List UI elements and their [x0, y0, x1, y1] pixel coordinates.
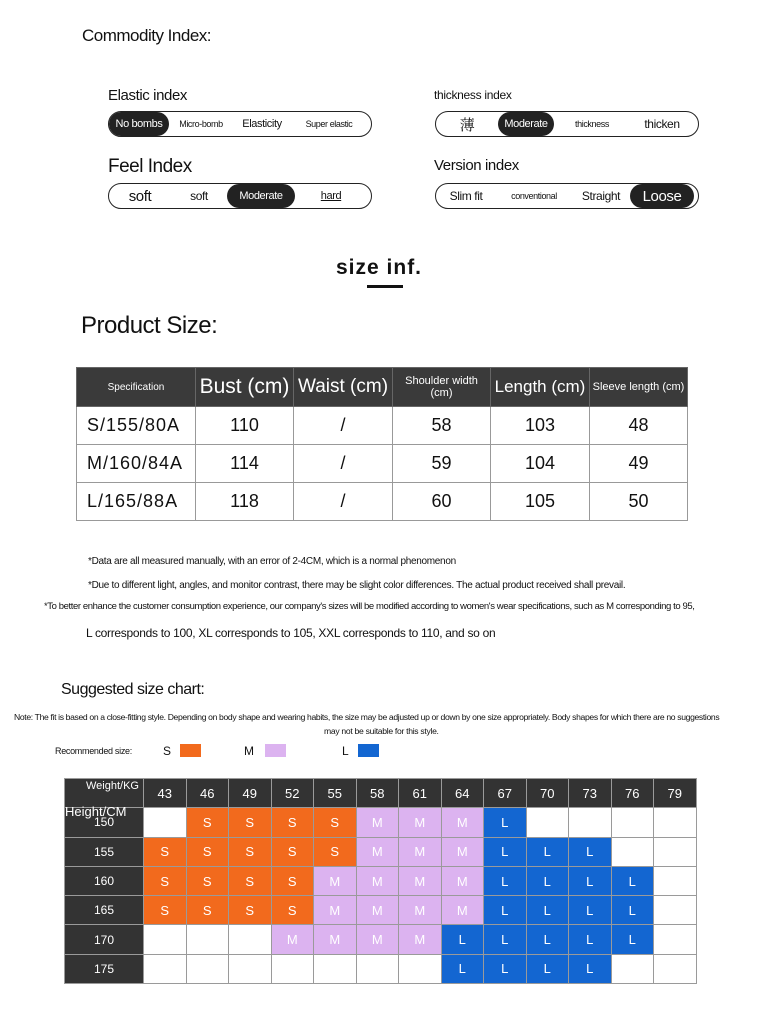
- weight-header: 49: [229, 779, 272, 808]
- suggested-size-title: Suggested size chart:: [61, 681, 205, 698]
- weight-header: 73: [569, 779, 612, 808]
- feel-index-title: Feel Index: [108, 156, 192, 177]
- size-cell-s: S: [186, 866, 229, 895]
- size-cell-l: L: [526, 896, 569, 925]
- size-cell-empty: [144, 954, 187, 983]
- size-cell-empty: [356, 954, 399, 983]
- size-cell-s: S: [144, 866, 187, 895]
- size-cell-s: S: [229, 808, 272, 837]
- weight-header: 76: [611, 779, 654, 808]
- size-cell-l: L: [569, 837, 612, 866]
- size-cell-s: S: [144, 837, 187, 866]
- height-header: 175: [65, 954, 144, 983]
- elastic-option-4: Super elastic: [305, 119, 353, 129]
- version-option-4: Loose: [630, 184, 694, 208]
- size-cell-m: M: [399, 866, 442, 895]
- feel-option-2: soft: [190, 189, 208, 203]
- size-cell-l: L: [569, 866, 612, 895]
- size-chart-corner: [65, 779, 144, 820]
- size-cell-m: M: [441, 808, 484, 837]
- table-row: [77, 445, 688, 483]
- size-cell-l: L: [526, 866, 569, 895]
- header-shoulder: Shoulder width (cm): [393, 368, 491, 407]
- size-cell-m: M: [314, 925, 357, 954]
- size-cell-empty: [611, 954, 654, 983]
- thickness-option-3: thickness: [575, 119, 609, 129]
- size-cell-m: M: [399, 896, 442, 925]
- thickness-option-4: thicken: [644, 117, 680, 131]
- size-cell-s: S: [229, 837, 272, 866]
- size-cell-l: L: [484, 896, 527, 925]
- weight-header: 67: [484, 779, 527, 808]
- size-cell-s: S: [314, 808, 357, 837]
- size-cell-s: S: [186, 837, 229, 866]
- size-cell-m: M: [441, 837, 484, 866]
- table-row: [77, 483, 688, 521]
- version-index-scale: [435, 183, 699, 209]
- size-cell-empty: [654, 925, 697, 954]
- weight-header: 58: [356, 779, 399, 808]
- version-option-2: conventional: [511, 191, 557, 201]
- header-sleeve: Sleeve length (cm): [590, 368, 688, 407]
- size-cell-empty: [271, 954, 314, 983]
- commodity-index-title: Commodity Index:: [82, 26, 211, 45]
- size-cell-s: S: [271, 837, 314, 866]
- size-chart-table: [64, 778, 697, 984]
- size-cell-m: M: [399, 808, 442, 837]
- note-color: *Due to different light, angles, and monitor contrast, there may be slight color differences. The actual product received shall prevail.: [88, 580, 626, 591]
- header-bust: Bust (cm): [196, 368, 294, 407]
- cell-length: 104: [491, 445, 590, 483]
- weight-header: 64: [441, 779, 484, 808]
- version-index-title: Version index: [434, 157, 519, 174]
- cell-sleeve: 48: [590, 407, 688, 445]
- cell-shoulder: 59: [393, 445, 491, 483]
- elastic-option-2: Micro-bomb: [179, 119, 223, 129]
- size-cell-m: M: [399, 837, 442, 866]
- size-cell-empty: [654, 954, 697, 983]
- cell-bust: 114: [196, 445, 294, 483]
- legend-l-label: L: [342, 744, 349, 758]
- cell-waist: /: [294, 483, 393, 521]
- size-cell-s: S: [271, 866, 314, 895]
- size-cell-empty: [569, 808, 612, 837]
- note-size-mapping-continued: L corresponds to 100, XL corresponds to 105, XXL corresponds to 110, and so on: [86, 626, 496, 640]
- size-cell-empty: [611, 808, 654, 837]
- legend-m-swatch: [265, 744, 286, 757]
- height-header: 170: [65, 925, 144, 954]
- size-cell-empty: [654, 866, 697, 895]
- note-measurement: *Data are all measured manually, with an error of 2-4CM, which is a normal phenomenon: [88, 556, 456, 567]
- cell-waist: /: [294, 445, 393, 483]
- size-info-title: size inf.: [336, 256, 423, 279]
- size-cell-s: S: [271, 896, 314, 925]
- size-cell-empty: [611, 837, 654, 866]
- legend-l-swatch: [358, 744, 379, 757]
- weight-header: 79: [654, 779, 697, 808]
- size-cell-empty: [314, 954, 357, 983]
- header-length: Length (cm): [491, 368, 590, 407]
- size-cell-empty: [526, 808, 569, 837]
- size-cell-empty: [654, 837, 697, 866]
- cell-length: 105: [491, 483, 590, 521]
- size-cell-s: S: [186, 808, 229, 837]
- height-header: 165: [65, 896, 144, 925]
- legend-m-label: M: [244, 744, 254, 758]
- product-table-header: [77, 368, 688, 407]
- size-cell-l: L: [611, 925, 654, 954]
- weight-header: 46: [186, 779, 229, 808]
- size-cell-l: L: [569, 896, 612, 925]
- size-cell-m: M: [314, 896, 357, 925]
- size-cell-l: L: [611, 866, 654, 895]
- version-option-3: Straight: [581, 189, 621, 203]
- legend-label: Recommended size:: [55, 746, 132, 756]
- size-cell-s: S: [314, 837, 357, 866]
- size-cell-l: L: [441, 954, 484, 983]
- feel-option-4: hard: [320, 190, 342, 202]
- size-cell-l: L: [526, 837, 569, 866]
- size-chart-row: [65, 866, 697, 895]
- size-cell-empty: [186, 925, 229, 954]
- elastic-option-3: Elasticity: [242, 118, 282, 130]
- size-cell-s: S: [271, 808, 314, 837]
- table-row: [77, 407, 688, 445]
- size-cell-l: L: [484, 866, 527, 895]
- legend-s-swatch: [180, 744, 201, 757]
- size-chart-header-row: [65, 779, 697, 808]
- elastic-index-scale: [108, 111, 372, 137]
- weight-header: 61: [399, 779, 442, 808]
- size-chart-row: [65, 896, 697, 925]
- product-size-table: [76, 367, 688, 521]
- cell-shoulder: 58: [393, 407, 491, 445]
- cell-length: 103: [491, 407, 590, 445]
- cell-spec: M/160/84A: [77, 445, 196, 483]
- size-cell-s: S: [229, 866, 272, 895]
- size-cell-m: M: [356, 808, 399, 837]
- size-cell-l: L: [526, 925, 569, 954]
- size-cell-l: L: [526, 954, 569, 983]
- size-cell-l: L: [484, 925, 527, 954]
- height-header: 160: [65, 866, 144, 895]
- header-specification: Specification: [77, 368, 196, 407]
- elastic-option-1: No bombs: [109, 112, 169, 136]
- product-size-title: Product Size:: [81, 312, 218, 339]
- size-cell-empty: [144, 925, 187, 954]
- size-cell-empty: [654, 896, 697, 925]
- size-cell-m: M: [399, 925, 442, 954]
- size-cell-l: L: [611, 896, 654, 925]
- feel-index-scale: [108, 183, 372, 209]
- thickness-index-scale: [435, 111, 699, 137]
- size-info-underline: [367, 285, 403, 288]
- weight-header: 52: [271, 779, 314, 808]
- thickness-option-2: Moderate: [498, 112, 554, 136]
- cell-waist: /: [294, 407, 393, 445]
- size-cell-empty: [144, 808, 187, 837]
- size-cell-s: S: [144, 896, 187, 925]
- cell-bust: 110: [196, 407, 294, 445]
- weight-header: 55: [314, 779, 357, 808]
- thickness-option-1: 薄: [459, 116, 475, 134]
- size-cell-m: M: [441, 896, 484, 925]
- size-cell-l: L: [484, 808, 527, 837]
- legend-s-label: S: [163, 744, 172, 758]
- size-cell-l: L: [441, 925, 484, 954]
- feel-option-3: Moderate: [227, 184, 295, 208]
- size-cell-empty: [229, 925, 272, 954]
- size-cell-l: L: [569, 954, 612, 983]
- height-header: 150: [65, 808, 144, 837]
- suggested-note-line-2: may not be suitable for this style.: [324, 726, 439, 736]
- size-cell-s: S: [229, 896, 272, 925]
- size-cell-m: M: [356, 837, 399, 866]
- size-cell-m: M: [356, 866, 399, 895]
- suggested-note-line-1: Note: The fit is based on a close-fitting style. Depending on body shape and wearing habits, the size may be adjusted up or down by one size appropriately. Body shapes for which there are no suggestions: [14, 712, 720, 722]
- cell-shoulder: 60: [393, 483, 491, 521]
- cell-spec: L/165/88A: [77, 483, 196, 521]
- feel-option-1: soft: [128, 187, 152, 205]
- cell-spec: S/155/80A: [77, 407, 196, 445]
- version-option-1: Slim fit: [449, 189, 483, 203]
- size-cell-empty: [229, 954, 272, 983]
- size-cell-l: L: [484, 954, 527, 983]
- size-chart-row: [65, 925, 697, 954]
- weight-header: 43: [144, 779, 187, 808]
- corner-weight-label: Weight/KG: [86, 780, 139, 792]
- size-cell-s: S: [186, 896, 229, 925]
- cell-sleeve: 50: [590, 483, 688, 521]
- thickness-index-title: thickness index: [434, 88, 512, 102]
- cell-sleeve: 49: [590, 445, 688, 483]
- size-cell-empty: [399, 954, 442, 983]
- size-cell-m: M: [314, 866, 357, 895]
- size-chart-row: [65, 808, 697, 837]
- size-chart-row: [65, 954, 697, 983]
- size-cell-m: M: [356, 896, 399, 925]
- corner-height-label: Height/CM: [65, 804, 127, 820]
- size-cell-m: M: [441, 866, 484, 895]
- header-waist: Waist (cm): [294, 368, 393, 407]
- size-cell-empty: [186, 954, 229, 983]
- size-chart-row: [65, 837, 697, 866]
- size-cell-l: L: [569, 925, 612, 954]
- size-cell-empty: [654, 808, 697, 837]
- weight-header: 70: [526, 779, 569, 808]
- height-header: 155: [65, 837, 144, 866]
- size-cell-l: L: [484, 837, 527, 866]
- cell-bust: 118: [196, 483, 294, 521]
- note-size-mapping: *To better enhance the customer consumption experience, our company's sizes will be modified according to women's wear specifications, such as M corresponding to 95,: [44, 601, 695, 612]
- size-cell-m: M: [356, 925, 399, 954]
- elastic-index-title: Elastic index: [108, 87, 188, 104]
- size-cell-m: M: [271, 925, 314, 954]
